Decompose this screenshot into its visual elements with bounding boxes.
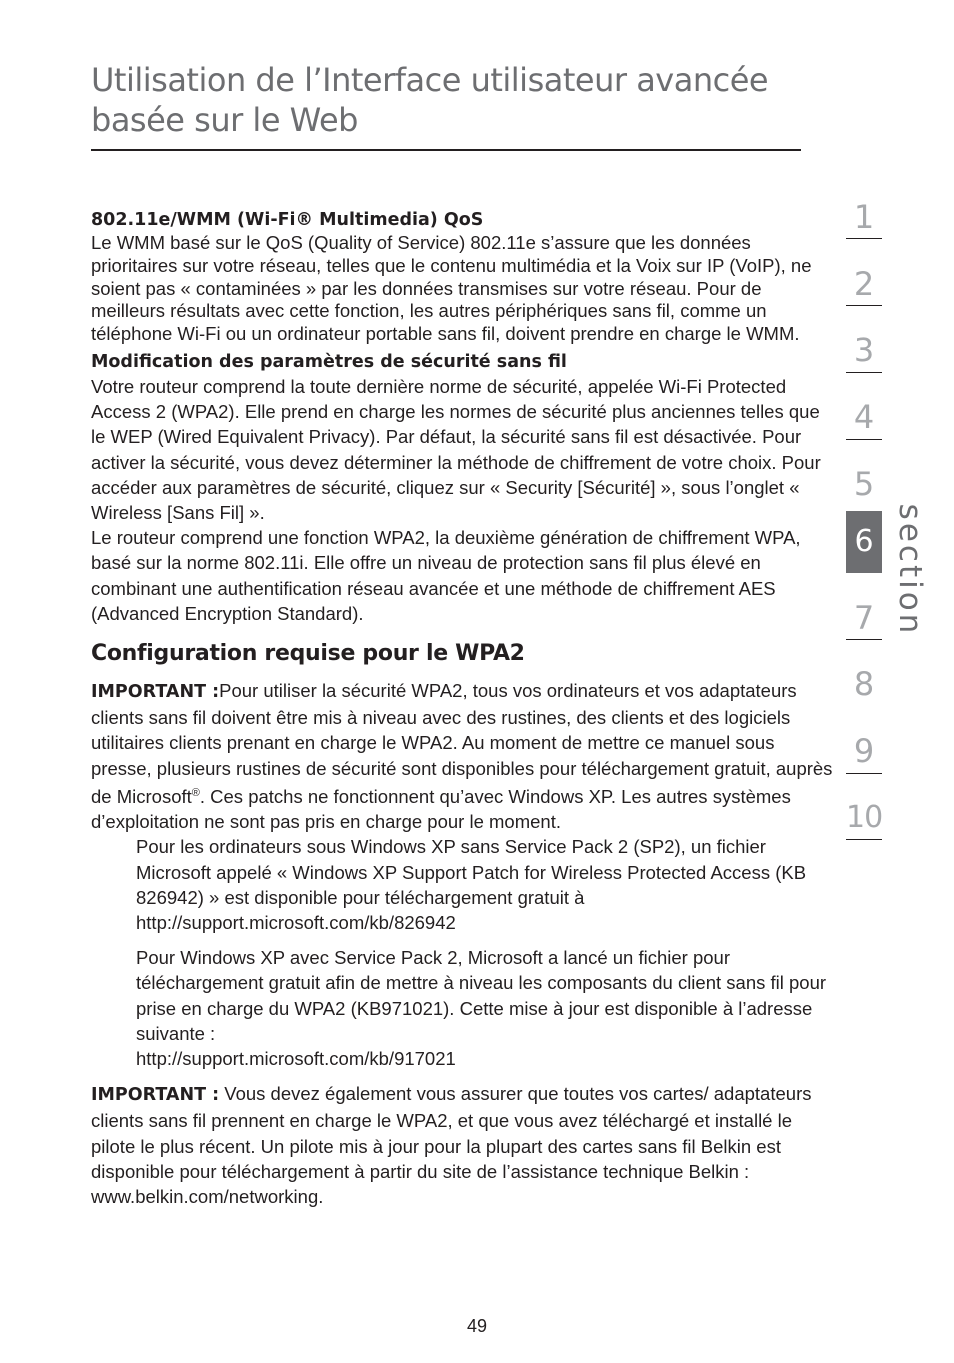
security-heading: Modification des paramètres de sécurité sans fil: [91, 351, 567, 372]
nav-number: 9: [853, 732, 875, 771]
nav-number: 5: [853, 464, 875, 503]
section-label-text: section: [892, 503, 928, 637]
registered-mark: ®: [191, 786, 200, 799]
wpa2-heading: Configuration requise pour le WPA2: [91, 641, 525, 667]
important-paragraph-2: [91, 1081, 836, 1209]
wmm-heading: 802.11e/WMM (Wi-Fi® Multimedia) QoS: [91, 210, 484, 230]
nav-item-3[interactable]: [846, 306, 882, 373]
sp2b-paragraph: [91, 945, 836, 1071]
important-text-2: Vous devez également vous assurer que toutes vos cartes/ adaptateurs clients sans fil prennent en charge le WPA2, et que vous avez téléchargé et installé le pilote le plus récent. Un pilote mis à jour pour la plupart des cartes sans fil Belkin est disponible pour téléchargement à partir du site de l’assistance technique Belkin : www.belkin.com/networking.: [91, 1083, 812, 1208]
main-content: [91, 208, 836, 1209]
nav-number: 10: [846, 799, 883, 835]
section-label: [890, 505, 930, 635]
nav-number: 3: [853, 331, 875, 370]
title-rule: [91, 149, 801, 151]
nav-item-2[interactable]: [846, 239, 882, 306]
nav-item-4[interactable]: [846, 372, 882, 439]
nav-item-8[interactable]: [846, 640, 882, 707]
sp2-paragraph: Pour les ordinateurs sous Windows XP sans Service Pack 2 (SP2), un fichier Microsoft appelé « Windows XP Support Patch for Wireless Protected Access (KB 826942) » est disponible pour téléchargement gratuit à http://support.microsoft.com/kb/826942: [136, 836, 807, 933]
page-title-line2: basée sur le Web: [91, 101, 358, 139]
nav-number: 4: [853, 398, 875, 437]
important-label: IMPORTANT :: [91, 682, 220, 703]
sp2b-text: Pour Windows XP avec Service Pack 2, Microsoft a lancé un fichier pour téléchargement gratuit afin de mettre à niveau les composants du client sans fil pour prise en charge du WPA2 (KB971021). Cette mise à jour est disponible à l’adresse suivante :: [136, 947, 827, 1044]
security-paragraph-1: Votre routeur comprend la toute dernière norme de sécurité, appelée Wi-Fi Protected Access 2 (WPA2). Elle prend en charge les normes de sécurité plus anciennes telles que le WEP (Wired Equivalent Privacy). Par défaut, la sécurité sans fil est désactivée. Pour activer la sécurité, vous devez déterminer la méthode de chiffrement de votre choix. Pour accéder aux paramètres de sécurité, cliquez sur « Security [Sécurité] », sous l’onglet « Wireless [Sans Fil] ».: [91, 375, 821, 523]
important-label-2: IMPORTANT :: [91, 1085, 220, 1106]
section-nav: [846, 172, 882, 840]
nav-item-10[interactable]: [846, 773, 882, 840]
important-text-a: Pour utiliser la sécurité WPA2, tous vos ordinateurs et vos adaptateurs clients sans fil doivent être mis à niveau avec des rustines, des clients et des logiciels utilitaires clients prenant en charge le WPA2. Au moment de mettre ce manuel sous presse, plusieurs rustines de sécurité sont disponibles pour téléchargement gratuit, auprès de Microsoft: [91, 680, 833, 807]
nav-number: 2: [853, 264, 875, 303]
nav-item-6[interactable]: [846, 506, 882, 573]
nav-number: 8: [853, 665, 875, 704]
security-paragraph-2: Le routeur comprend une fonction WPA2, la deuxième génération de chiffrement WPA, basé sur la norme 802.11i. Elle offre un niveau de protection sans fil plus élevé en combinant une authentification réseau avancée et une méthode de chiffrement AES (Advanced Encryption Standard).: [91, 527, 801, 624]
page-title-line1: Utilisation de l’Interface utilisateur avancée: [91, 61, 769, 99]
nav-item-9[interactable]: [846, 706, 882, 773]
page-title: [91, 60, 811, 140]
nav-item-1[interactable]: [846, 172, 882, 239]
nav-item-7[interactable]: [846, 573, 882, 640]
page-number: 49: [466, 1316, 488, 1336]
important-paragraph-1: [91, 678, 836, 834]
nav-number: 1: [853, 197, 875, 236]
important-text-b: . Ces patchs ne fonctionnent qu’avec Windows XP. Les autres systèmes d’exploitation ne sont pas pris en charge pour le moment.: [91, 785, 791, 833]
wmm-paragraph: Le WMM basé sur le QoS (Quality of Service) 802.11e s’assure que les données prioritaires sur votre réseau, telles que le contenu multimédia et la Voix sur IP (VoIP), ne soient pas « contaminées » par les données transmises sur votre réseau. Pour de meilleurs résultats avec cette fonction, les autres périphériques sans fil, comme un téléphone Wi-Fi ou un ordinateur portable sans fil, doivent prendre en charge le WMM.: [91, 232, 812, 345]
sp2b-url: http://support.microsoft.com/kb/917021: [136, 1048, 456, 1070]
nav-item-5[interactable]: [846, 439, 882, 506]
nav-number: 7: [853, 598, 875, 637]
nav-number-active: 6: [846, 511, 882, 573]
